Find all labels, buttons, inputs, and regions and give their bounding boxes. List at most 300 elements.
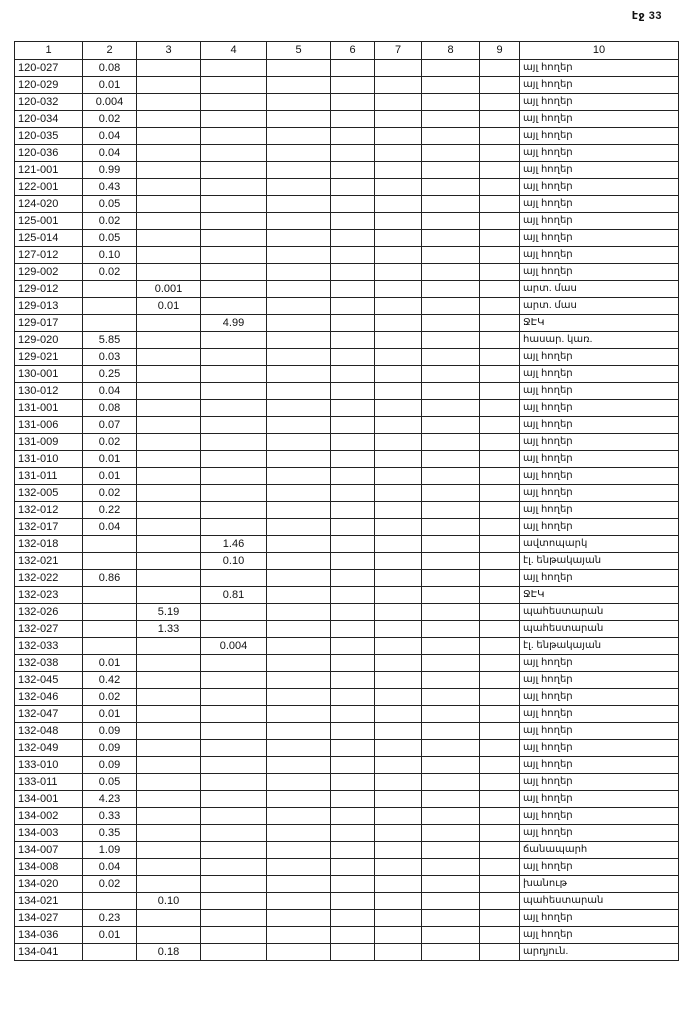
cell-col2: 0.02 <box>83 213 137 230</box>
cell-col4 <box>201 757 267 774</box>
cell-col5 <box>267 604 331 621</box>
cell-col7 <box>375 213 422 230</box>
cell-col3 <box>137 468 201 485</box>
cell-col1: 132-026 <box>15 604 83 621</box>
cell-col6 <box>331 247 375 264</box>
cell-col5 <box>267 723 331 740</box>
cell-col10: այլ հողեր <box>520 111 679 128</box>
cell-col10: այլ հողեր <box>520 383 679 400</box>
cell-col1: 131-006 <box>15 417 83 434</box>
cell-col7 <box>375 604 422 621</box>
cell-col3 <box>137 808 201 825</box>
cell-col1: 129-013 <box>15 298 83 315</box>
cell-col6 <box>331 553 375 570</box>
table-row <box>15 502 679 519</box>
cell-col3 <box>137 842 201 859</box>
cell-col5 <box>267 94 331 111</box>
cell-col3 <box>137 213 201 230</box>
cell-col4 <box>201 876 267 893</box>
table-row <box>15 213 679 230</box>
cell-col6 <box>331 400 375 417</box>
cell-col10: այլ հողեր <box>520 757 679 774</box>
cell-col9 <box>480 145 520 162</box>
cell-col5 <box>267 196 331 213</box>
cell-col4 <box>201 264 267 281</box>
table-row <box>15 230 679 247</box>
cell-col2: 0.01 <box>83 655 137 672</box>
table-row <box>15 247 679 264</box>
cell-col4: 0.81 <box>201 587 267 604</box>
cell-col6 <box>331 536 375 553</box>
cell-col3: 5.19 <box>137 604 201 621</box>
cell-col3 <box>137 740 201 757</box>
cell-col5 <box>267 672 331 689</box>
cell-col9 <box>480 128 520 145</box>
cell-col4 <box>201 604 267 621</box>
cell-col9 <box>480 757 520 774</box>
table-row <box>15 621 679 638</box>
cell-col10: այլ հողեր <box>520 519 679 536</box>
cell-col9 <box>480 689 520 706</box>
cell-col1: 132-033 <box>15 638 83 655</box>
cell-col9 <box>480 94 520 111</box>
cell-col10: այլ հողեր <box>520 774 679 791</box>
table-row <box>15 60 679 77</box>
cell-col7 <box>375 757 422 774</box>
cell-col6 <box>331 468 375 485</box>
cell-col10: այլ հողեր <box>520 196 679 213</box>
cell-col1: 132-049 <box>15 740 83 757</box>
cell-col5 <box>267 859 331 876</box>
cell-col2: 0.33 <box>83 808 137 825</box>
cell-col6 <box>331 757 375 774</box>
cell-col5 <box>267 366 331 383</box>
cell-col4 <box>201 672 267 689</box>
cell-col7 <box>375 689 422 706</box>
cell-col10: այլ հողեր <box>520 247 679 264</box>
cell-col8 <box>422 672 480 689</box>
cell-col5 <box>267 332 331 349</box>
cell-col4 <box>201 230 267 247</box>
cell-col10: այլ հողեր <box>520 434 679 451</box>
table-row <box>15 281 679 298</box>
table-row <box>15 196 679 213</box>
cell-col10: ավտոպարկ <box>520 536 679 553</box>
cell-col5 <box>267 570 331 587</box>
cell-col9 <box>480 876 520 893</box>
table-row <box>15 604 679 621</box>
cell-col8 <box>422 536 480 553</box>
table-row <box>15 162 679 179</box>
cell-col9 <box>480 927 520 944</box>
cell-col4 <box>201 434 267 451</box>
table-row <box>15 587 679 604</box>
cell-col9 <box>480 451 520 468</box>
cell-col9 <box>480 366 520 383</box>
cell-col6 <box>331 519 375 536</box>
cell-col10: էլ. ենթակայան <box>520 553 679 570</box>
cell-col6 <box>331 876 375 893</box>
cell-col3 <box>137 910 201 927</box>
cell-col3 <box>137 723 201 740</box>
cell-col10: այլ հողեր <box>520 825 679 842</box>
cell-col7 <box>375 587 422 604</box>
cell-col8 <box>422 502 480 519</box>
cell-col6 <box>331 349 375 366</box>
cell-col6 <box>331 383 375 400</box>
cell-col7 <box>375 298 422 315</box>
cell-col1: 131-010 <box>15 451 83 468</box>
cell-col2: 0.07 <box>83 417 137 434</box>
table-row <box>15 808 679 825</box>
cell-col10: այլ հողեր <box>520 179 679 196</box>
cell-col4 <box>201 196 267 213</box>
cell-col7 <box>375 672 422 689</box>
cell-col4 <box>201 944 267 961</box>
cell-col1: 125-001 <box>15 213 83 230</box>
cell-col5 <box>267 383 331 400</box>
cell-col5 <box>267 706 331 723</box>
cell-col7 <box>375 264 422 281</box>
cell-col2: 0.04 <box>83 519 137 536</box>
cell-col5 <box>267 468 331 485</box>
cell-col4 <box>201 366 267 383</box>
cell-col9 <box>480 298 520 315</box>
cell-col7 <box>375 791 422 808</box>
cell-col1: 120-029 <box>15 77 83 94</box>
cell-col8 <box>422 468 480 485</box>
table-body <box>15 60 679 961</box>
cell-col1: 132-027 <box>15 621 83 638</box>
cell-col3 <box>137 451 201 468</box>
cell-col10: այլ հողեր <box>520 366 679 383</box>
cell-col1: 134-003 <box>15 825 83 842</box>
column-header: 1 <box>15 42 83 60</box>
cell-col1: 132-045 <box>15 672 83 689</box>
table-row <box>15 77 679 94</box>
cell-col1: 131-009 <box>15 434 83 451</box>
cell-col2: 0.04 <box>83 128 137 145</box>
cell-col3 <box>137 400 201 417</box>
cell-col8 <box>422 128 480 145</box>
cell-col10: այլ հողեր <box>520 417 679 434</box>
cell-col2: 0.04 <box>83 859 137 876</box>
cell-col2: 5.85 <box>83 332 137 349</box>
cell-col9 <box>480 383 520 400</box>
cell-col1: 132-047 <box>15 706 83 723</box>
cell-col6 <box>331 417 375 434</box>
cell-col1: 132-048 <box>15 723 83 740</box>
cell-col3: 0.01 <box>137 298 201 315</box>
cell-col10: այլ հողեր <box>520 128 679 145</box>
cell-col1: 132-017 <box>15 519 83 536</box>
cell-col2 <box>83 638 137 655</box>
cell-col4 <box>201 825 267 842</box>
cell-col4 <box>201 179 267 196</box>
cell-col8 <box>422 655 480 672</box>
cell-col2: 0.05 <box>83 230 137 247</box>
cell-col10: այլ հողեր <box>520 349 679 366</box>
cell-col9 <box>480 111 520 128</box>
cell-col9 <box>480 434 520 451</box>
table-row <box>15 740 679 757</box>
cell-col6 <box>331 332 375 349</box>
cell-col2: 0.01 <box>83 77 137 94</box>
cell-col7 <box>375 859 422 876</box>
cell-col8 <box>422 893 480 910</box>
table-row <box>15 723 679 740</box>
cell-col6 <box>331 638 375 655</box>
cell-col8 <box>422 60 480 77</box>
cell-col5 <box>267 417 331 434</box>
cell-col8 <box>422 417 480 434</box>
cell-col10: այլ հողեր <box>520 213 679 230</box>
cell-col3 <box>137 536 201 553</box>
cell-col3 <box>137 434 201 451</box>
table-row <box>15 417 679 434</box>
cell-col4 <box>201 468 267 485</box>
cell-col10: հասար. կառ. <box>520 332 679 349</box>
table-row <box>15 876 679 893</box>
cell-col10: այլ հողեր <box>520 400 679 417</box>
cell-col2: 0.02 <box>83 434 137 451</box>
cell-col8 <box>422 298 480 315</box>
cell-col5 <box>267 536 331 553</box>
cell-col5 <box>267 519 331 536</box>
cell-col10: այլ հողեր <box>520 60 679 77</box>
cell-col10: այլ հողեր <box>520 451 679 468</box>
cell-col3: 0.001 <box>137 281 201 298</box>
cell-col7 <box>375 315 422 332</box>
cell-col6 <box>331 842 375 859</box>
cell-col7 <box>375 94 422 111</box>
cell-col7 <box>375 485 422 502</box>
cell-col10: այլ հողեր <box>520 162 679 179</box>
cell-col7 <box>375 451 422 468</box>
cell-col5 <box>267 213 331 230</box>
cell-col6 <box>331 893 375 910</box>
cell-col2: 0.01 <box>83 468 137 485</box>
cell-col10: ՋԷԿ <box>520 315 679 332</box>
cell-col9 <box>480 808 520 825</box>
cell-col8 <box>422 706 480 723</box>
cell-col3 <box>137 757 201 774</box>
cell-col8 <box>422 196 480 213</box>
cell-col9 <box>480 468 520 485</box>
cell-col2 <box>83 281 137 298</box>
cell-col6 <box>331 162 375 179</box>
cell-col6 <box>331 366 375 383</box>
cell-col1: 132-012 <box>15 502 83 519</box>
cell-col2: 1.09 <box>83 842 137 859</box>
cell-col10: այլ հողեր <box>520 808 679 825</box>
cell-col5 <box>267 757 331 774</box>
cell-col2: 0.004 <box>83 94 137 111</box>
cell-col9 <box>480 519 520 536</box>
cell-col3 <box>137 774 201 791</box>
table-row <box>15 349 679 366</box>
cell-col5 <box>267 893 331 910</box>
cell-col6 <box>331 213 375 230</box>
cell-col4 <box>201 145 267 162</box>
cell-col1: 132-005 <box>15 485 83 502</box>
cell-col1: 120-027 <box>15 60 83 77</box>
cell-col3 <box>137 519 201 536</box>
cell-col6 <box>331 791 375 808</box>
cell-col3 <box>137 94 201 111</box>
cell-col2: 0.25 <box>83 366 137 383</box>
cell-col5 <box>267 689 331 706</box>
table-row <box>15 298 679 315</box>
table-row <box>15 842 679 859</box>
cell-col7 <box>375 910 422 927</box>
cell-col8 <box>422 264 480 281</box>
cell-col6 <box>331 723 375 740</box>
cell-col10: պահեստարան <box>520 893 679 910</box>
cell-col6 <box>331 315 375 332</box>
cell-col6 <box>331 145 375 162</box>
cell-col4 <box>201 451 267 468</box>
table-row <box>15 910 679 927</box>
cell-col5 <box>267 264 331 281</box>
cell-col9 <box>480 213 520 230</box>
cell-col2: 0.99 <box>83 162 137 179</box>
cell-col6 <box>331 910 375 927</box>
cell-col8 <box>422 349 480 366</box>
cell-col5 <box>267 349 331 366</box>
cell-col4: 0.004 <box>201 638 267 655</box>
cell-col3 <box>137 417 201 434</box>
cell-col5 <box>267 298 331 315</box>
cell-col10: արտ. մաս <box>520 281 679 298</box>
cell-col1: 134-001 <box>15 791 83 808</box>
cell-col4 <box>201 349 267 366</box>
cell-col3 <box>137 349 201 366</box>
cell-col3 <box>137 570 201 587</box>
cell-col6 <box>331 655 375 672</box>
cell-col3 <box>137 502 201 519</box>
cell-col7 <box>375 60 422 77</box>
cell-col3 <box>137 485 201 502</box>
cell-col3 <box>137 672 201 689</box>
cell-col9 <box>480 247 520 264</box>
cell-col8 <box>422 400 480 417</box>
cell-col8 <box>422 179 480 196</box>
cell-col3 <box>137 638 201 655</box>
cell-col7 <box>375 893 422 910</box>
cell-col2 <box>83 893 137 910</box>
cell-col5 <box>267 944 331 961</box>
cell-col3 <box>137 264 201 281</box>
cell-col5 <box>267 553 331 570</box>
table-row <box>15 774 679 791</box>
cell-col4 <box>201 893 267 910</box>
cell-col10: խանութ <box>520 876 679 893</box>
cell-col5 <box>267 145 331 162</box>
cell-col7 <box>375 247 422 264</box>
cell-col8 <box>422 94 480 111</box>
cell-col3 <box>137 791 201 808</box>
cell-col2: 0.04 <box>83 145 137 162</box>
cell-col7 <box>375 383 422 400</box>
cell-col9 <box>480 859 520 876</box>
cell-col1: 129-021 <box>15 349 83 366</box>
cell-col2: 0.03 <box>83 349 137 366</box>
cell-col8 <box>422 111 480 128</box>
cell-col3 <box>137 111 201 128</box>
cell-col4 <box>201 111 267 128</box>
cell-col7 <box>375 434 422 451</box>
cell-col9 <box>480 621 520 638</box>
cell-col3: 0.10 <box>137 893 201 910</box>
cell-col4 <box>201 77 267 94</box>
cell-col7 <box>375 196 422 213</box>
cell-col9 <box>480 842 520 859</box>
cell-col4 <box>201 60 267 77</box>
cell-col2: 0.02 <box>83 264 137 281</box>
cell-col3 <box>137 859 201 876</box>
cell-col1: 130-001 <box>15 366 83 383</box>
cell-col3 <box>137 230 201 247</box>
cell-col1: 134-007 <box>15 842 83 859</box>
cell-col6 <box>331 672 375 689</box>
cell-col4 <box>201 485 267 502</box>
cell-col10: այլ հողեր <box>520 927 679 944</box>
cell-col6 <box>331 196 375 213</box>
cell-col9 <box>480 349 520 366</box>
cell-col7 <box>375 570 422 587</box>
cell-col3 <box>137 655 201 672</box>
cell-col7 <box>375 162 422 179</box>
cell-col6 <box>331 94 375 111</box>
table-row <box>15 383 679 400</box>
table-row <box>15 893 679 910</box>
cell-col9 <box>480 315 520 332</box>
cell-col2: 0.42 <box>83 672 137 689</box>
table-header-row <box>15 42 679 60</box>
cell-col3 <box>137 145 201 162</box>
cell-col3 <box>137 876 201 893</box>
cell-col7 <box>375 502 422 519</box>
cell-col10: այլ հողեր <box>520 570 679 587</box>
cell-col7 <box>375 128 422 145</box>
cell-col4 <box>201 791 267 808</box>
cell-col6 <box>331 859 375 876</box>
cell-col1: 120-036 <box>15 145 83 162</box>
cell-col4 <box>201 808 267 825</box>
cell-col6 <box>331 434 375 451</box>
cell-col3 <box>137 706 201 723</box>
cell-col3 <box>137 60 201 77</box>
cell-col1: 120-034 <box>15 111 83 128</box>
cell-col9 <box>480 162 520 179</box>
cell-col6 <box>331 604 375 621</box>
cell-col2: 0.04 <box>83 383 137 400</box>
cell-col1: 134-002 <box>15 808 83 825</box>
cell-col10: այլ հողեր <box>520 740 679 757</box>
cell-col4 <box>201 689 267 706</box>
cell-col4 <box>201 417 267 434</box>
table-row <box>15 791 679 808</box>
cell-col10: էլ. ենթակայան <box>520 638 679 655</box>
cell-col10: այլ հողեր <box>520 502 679 519</box>
cell-col8 <box>422 587 480 604</box>
cell-col5 <box>267 842 331 859</box>
cell-col9 <box>480 196 520 213</box>
cell-col2: 0.05 <box>83 774 137 791</box>
table-row <box>15 536 679 553</box>
cell-col9 <box>480 672 520 689</box>
